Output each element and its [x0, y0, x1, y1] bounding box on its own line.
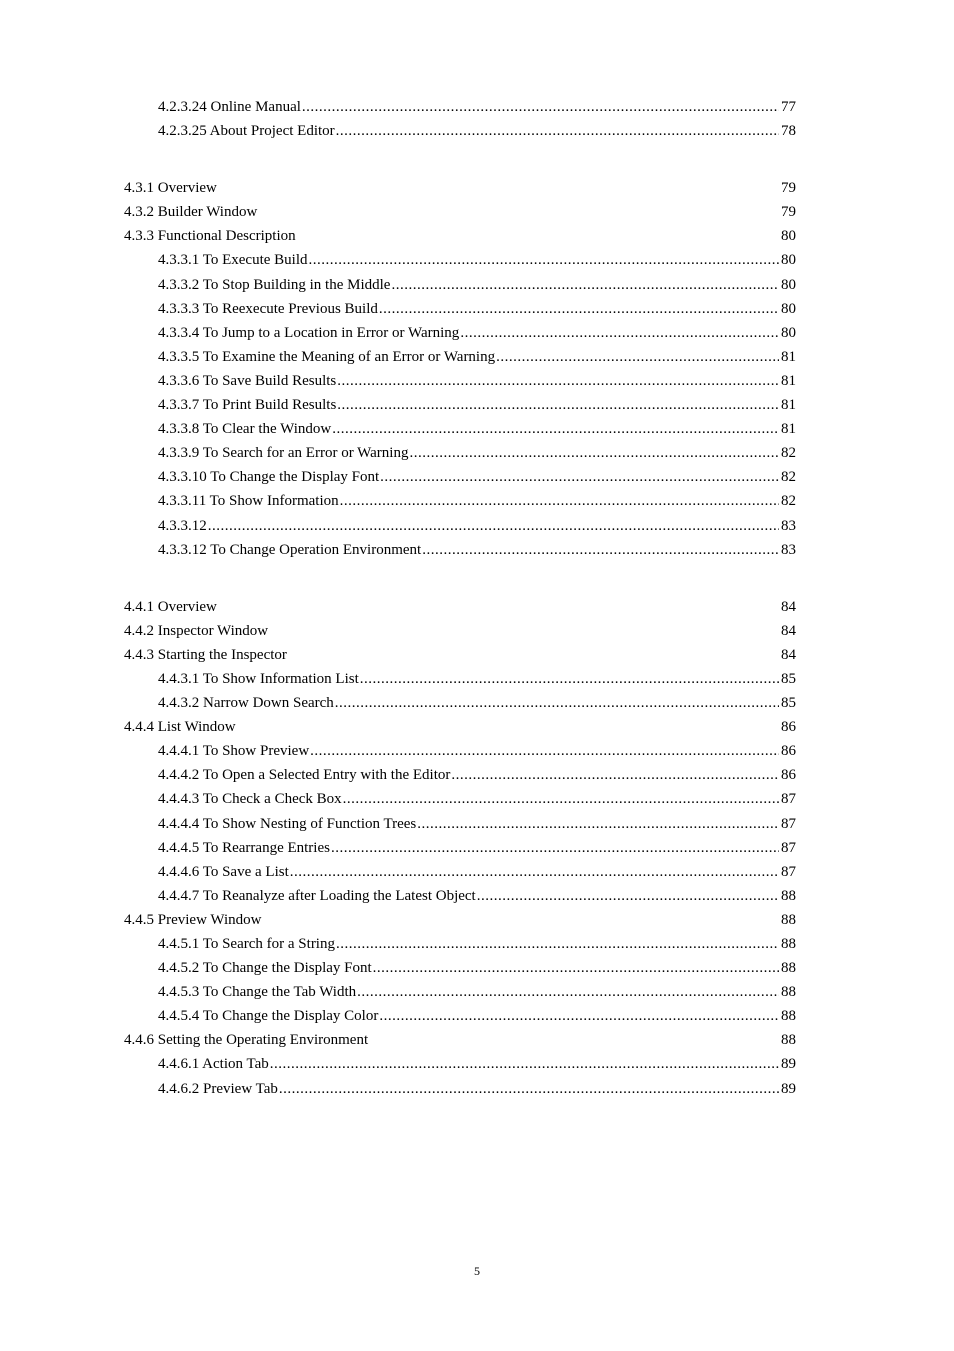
- toc-entry[interactable]: [124, 1077, 796, 1101]
- toc-dot-leader: [380, 465, 779, 489]
- toc-entry-title: 4.3.3.7 To Print Build Results: [158, 397, 337, 414]
- toc-entry-page: 87: [781, 863, 796, 880]
- toc-entry[interactable]: [124, 812, 796, 836]
- toc-entry-page: 80: [781, 300, 796, 317]
- toc-entry[interactable]: [124, 1052, 796, 1076]
- toc-entry-title: 4.4.6 Setting the Operating Environment: [124, 1032, 369, 1049]
- toc-entry-title: 4.4.6.1 Action Tab: [158, 1056, 269, 1073]
- toc-entry-title: 4.4.4.5 To Rearrange Entries: [158, 839, 330, 856]
- toc-dot-leader: [340, 489, 779, 513]
- toc-entry[interactable]: [124, 860, 796, 884]
- toc-dot-leader: [422, 538, 779, 562]
- toc-entry-page: 81: [781, 372, 796, 389]
- toc-entry-page: 85: [781, 670, 796, 687]
- toc-entry-title: 4.4.4.4 To Show Nesting of Function Trees: [158, 815, 417, 832]
- toc-entry-page: 79: [781, 204, 796, 221]
- toc-entry[interactable]: [124, 643, 796, 667]
- toc-entry-title: 4.4.5.1 To Search for a String: [158, 936, 335, 952]
- toc-entry-page: 80: [781, 276, 796, 293]
- toc-dot-leader: [391, 273, 779, 297]
- toc-entry-page: 80: [781, 324, 796, 341]
- toc-entry-page: 87: [781, 815, 796, 832]
- toc-entry[interactable]: [124, 763, 796, 787]
- toc-entry-title: 4.3.3.12: [158, 517, 207, 534]
- toc-dot-leader: [310, 739, 779, 763]
- toc-entry-title: 4.3.3 Functional Description: [124, 228, 296, 245]
- toc-entry-page: 80: [781, 228, 796, 245]
- toc-entry-title: 4.3.3.3 To Reexecute Previous Build: [158, 300, 378, 317]
- toc-entry[interactable]: [124, 95, 796, 119]
- toc-entry-title: 4.3.3.6 To Save Build Results: [158, 372, 337, 389]
- toc-entry[interactable]: [124, 417, 796, 441]
- toc-dot-leader: [360, 667, 779, 691]
- toc-entry-title: 4.4.2 Inspector Window: [124, 622, 269, 639]
- toc-group: [124, 95, 796, 143]
- toc-entry-title: 4.4.5 Preview Window: [124, 911, 262, 928]
- toc-entry-page: 81: [781, 397, 796, 414]
- toc-entry[interactable]: [124, 176, 796, 200]
- toc-entry-title: 4.3.3.8 To Clear the Window: [158, 421, 332, 438]
- toc-entry[interactable]: [124, 932, 796, 956]
- toc-entry-page: 81: [781, 421, 796, 438]
- toc-group: [124, 176, 796, 562]
- toc-entry-page: 87: [781, 839, 796, 856]
- toc-entry[interactable]: [124, 619, 796, 643]
- toc-dot-leader: [451, 763, 779, 787]
- toc-entry[interactable]: [124, 321, 796, 345]
- toc-entry-title: 4.3.2 Builder Window: [124, 204, 258, 221]
- toc-entry[interactable]: [124, 908, 796, 932]
- toc-entry-title: 4.3.3.2 To Stop Building in the Middle: [158, 276, 391, 293]
- toc-entry-page: 77: [781, 99, 796, 115]
- toc-dot-leader: [496, 345, 779, 369]
- toc-entry-page: 88: [781, 911, 796, 928]
- toc-dot-leader: [417, 812, 779, 836]
- toc-entry[interactable]: [124, 787, 796, 811]
- toc-entry-page: 86: [781, 743, 796, 760]
- toc-entry-title: 4.4.4.7 To Reanalyze after Loading the Latest Object: [158, 887, 476, 904]
- table-of-contents: [124, 95, 796, 1101]
- toc-dot-leader: [477, 884, 779, 908]
- toc-entry[interactable]: [124, 248, 796, 272]
- toc-dot-leader: [309, 248, 780, 272]
- toc-dot-leader: [343, 787, 779, 811]
- toc-entry-title: 4.4.4.3 To Check a Check Box: [158, 791, 342, 808]
- toc-entry-page: 84: [781, 598, 796, 615]
- toc-group: [124, 595, 796, 1101]
- toc-entry[interactable]: [124, 739, 796, 763]
- toc-dot-leader: [331, 836, 779, 860]
- toc-entry-page: 82: [781, 445, 796, 462]
- toc-entry[interactable]: [124, 956, 796, 980]
- toc-entry[interactable]: [124, 200, 796, 224]
- toc-entry-page: 78: [781, 123, 796, 140]
- toc-dot-leader: [332, 417, 779, 441]
- toc-entry-title: 4.4.5.3 To Change the Tab Width: [158, 984, 357, 1001]
- toc-dot-leader: [337, 369, 779, 393]
- toc-dot-leader: [336, 932, 779, 956]
- toc-entry[interactable]: [124, 393, 796, 417]
- toc-entry-title: 4.4.5.4 To Change the Display Color: [158, 1008, 379, 1025]
- toc-entry-page: 83: [781, 541, 796, 558]
- toc-entry-title: 4.3.1 Overview: [124, 180, 217, 197]
- toc-entry[interactable]: [124, 715, 796, 739]
- toc-entry[interactable]: [124, 1004, 796, 1028]
- toc-entry-page: 82: [781, 469, 796, 486]
- toc-entry-title: 4.4.4.2 To Open a Selected Entry with the Editor: [158, 767, 451, 784]
- toc-entry-page: 80: [781, 252, 796, 269]
- toc-entry[interactable]: [124, 465, 796, 489]
- toc-entry-page: 88: [781, 1008, 796, 1025]
- toc-entry-title: 4.4.4 List Window: [124, 719, 236, 736]
- toc-dot-leader: [208, 514, 779, 538]
- toc-entry[interactable]: [124, 667, 796, 691]
- toc-entry-page: 82: [781, 493, 796, 510]
- toc-entry-title: 4.3.3.5 To Examine the Meaning of an Error or Warning: [158, 348, 496, 365]
- toc-dot-leader: [335, 691, 779, 715]
- toc-entry-title: 4.3.3.10 To Change the Display Font: [158, 469, 380, 486]
- toc-entry-page: 79: [781, 180, 796, 197]
- toc-entry-title: 4.4.3 Starting the Inspector: [124, 646, 287, 663]
- toc-entry[interactable]: [124, 1028, 796, 1052]
- toc-entry-page: 87: [781, 791, 796, 808]
- toc-entry-page: 85: [781, 695, 796, 712]
- toc-entry[interactable]: [124, 345, 796, 369]
- toc-entry[interactable]: [124, 441, 796, 465]
- toc-entry-title: 4.3.3.12 To Change Operation Environment: [158, 541, 422, 558]
- toc-entry[interactable]: [124, 595, 796, 619]
- toc-entry[interactable]: [124, 489, 796, 513]
- toc-entry-page: 88: [781, 936, 796, 952]
- toc-entry-title: 4.2.3.24 Online Manual: [158, 99, 301, 115]
- toc-dot-leader: [270, 1052, 779, 1076]
- toc-entry-title: 4.2.3.25 About Project Editor: [158, 123, 335, 140]
- toc-entry-title: 4.4.5.2 To Change the Display Font: [158, 960, 372, 977]
- toc-entry-title: 4.3.3.9 To Search for an Error or Warning: [158, 445, 409, 462]
- toc-entry-page: 83: [781, 517, 796, 534]
- toc-entry-page: 86: [781, 767, 796, 784]
- toc-dot-leader: [379, 297, 779, 321]
- toc-dot-leader: [337, 393, 779, 417]
- toc-dot-leader: [373, 956, 779, 980]
- toc-dot-leader: [357, 980, 779, 1004]
- toc-entry-title: 4.3.3.4 To Jump to a Location in Error or Warning: [158, 324, 460, 341]
- toc-entry[interactable]: [124, 119, 796, 143]
- toc-entry-page: 88: [781, 887, 796, 904]
- toc-entry-page: 89: [781, 1056, 796, 1073]
- toc-entry-page: 81: [781, 348, 796, 365]
- toc-entry[interactable]: [124, 980, 796, 1004]
- toc-entry[interactable]: [124, 369, 796, 393]
- toc-entry-title: 4.4.3.2 Narrow Down Search: [158, 695, 334, 712]
- toc-entry[interactable]: [124, 691, 796, 715]
- toc-dot-leader: [279, 1077, 779, 1101]
- toc-entry[interactable]: [124, 297, 796, 321]
- toc-dot-leader: [409, 441, 779, 465]
- toc-entry[interactable]: [124, 884, 796, 908]
- toc-entry-page: 88: [781, 984, 796, 1001]
- toc-entry-title: 4.4.4.1 To Show Preview: [158, 743, 310, 760]
- toc-entry[interactable]: [124, 273, 796, 297]
- toc-entry-page: 88: [781, 960, 796, 977]
- toc-entry[interactable]: [124, 224, 796, 248]
- toc-entry-title: 4.4.1 Overview: [124, 598, 217, 615]
- toc-entry[interactable]: [124, 538, 796, 562]
- toc-entry-title: 4.4.4.6 To Save a List: [158, 863, 289, 880]
- toc-entry-page: 86: [781, 719, 796, 736]
- toc-entry-page: 88: [781, 1032, 796, 1049]
- toc-dot-leader: [290, 860, 779, 884]
- toc-entry-page: 84: [781, 646, 796, 663]
- toc-entry[interactable]: [124, 514, 796, 538]
- toc-entry-title: 4.3.3.11 To Show Information: [158, 493, 339, 510]
- page-number: 5: [474, 1264, 480, 1278]
- toc-entry-title: 4.3.3.1 To Execute Build: [158, 252, 308, 269]
- toc-entry-title: 4.4.3.1 To Show Information List: [158, 670, 359, 687]
- toc-dot-leader: [379, 1004, 779, 1028]
- toc-dot-leader: [460, 321, 779, 345]
- toc-dot-leader: [336, 119, 779, 143]
- toc-entry-page: 84: [781, 622, 796, 639]
- toc-entry-title: 4.4.6.2 Preview Tab: [158, 1080, 278, 1097]
- toc-entry-page: 89: [781, 1080, 796, 1097]
- toc-entry[interactable]: [124, 836, 796, 860]
- toc-dot-leader: [302, 95, 779, 119]
